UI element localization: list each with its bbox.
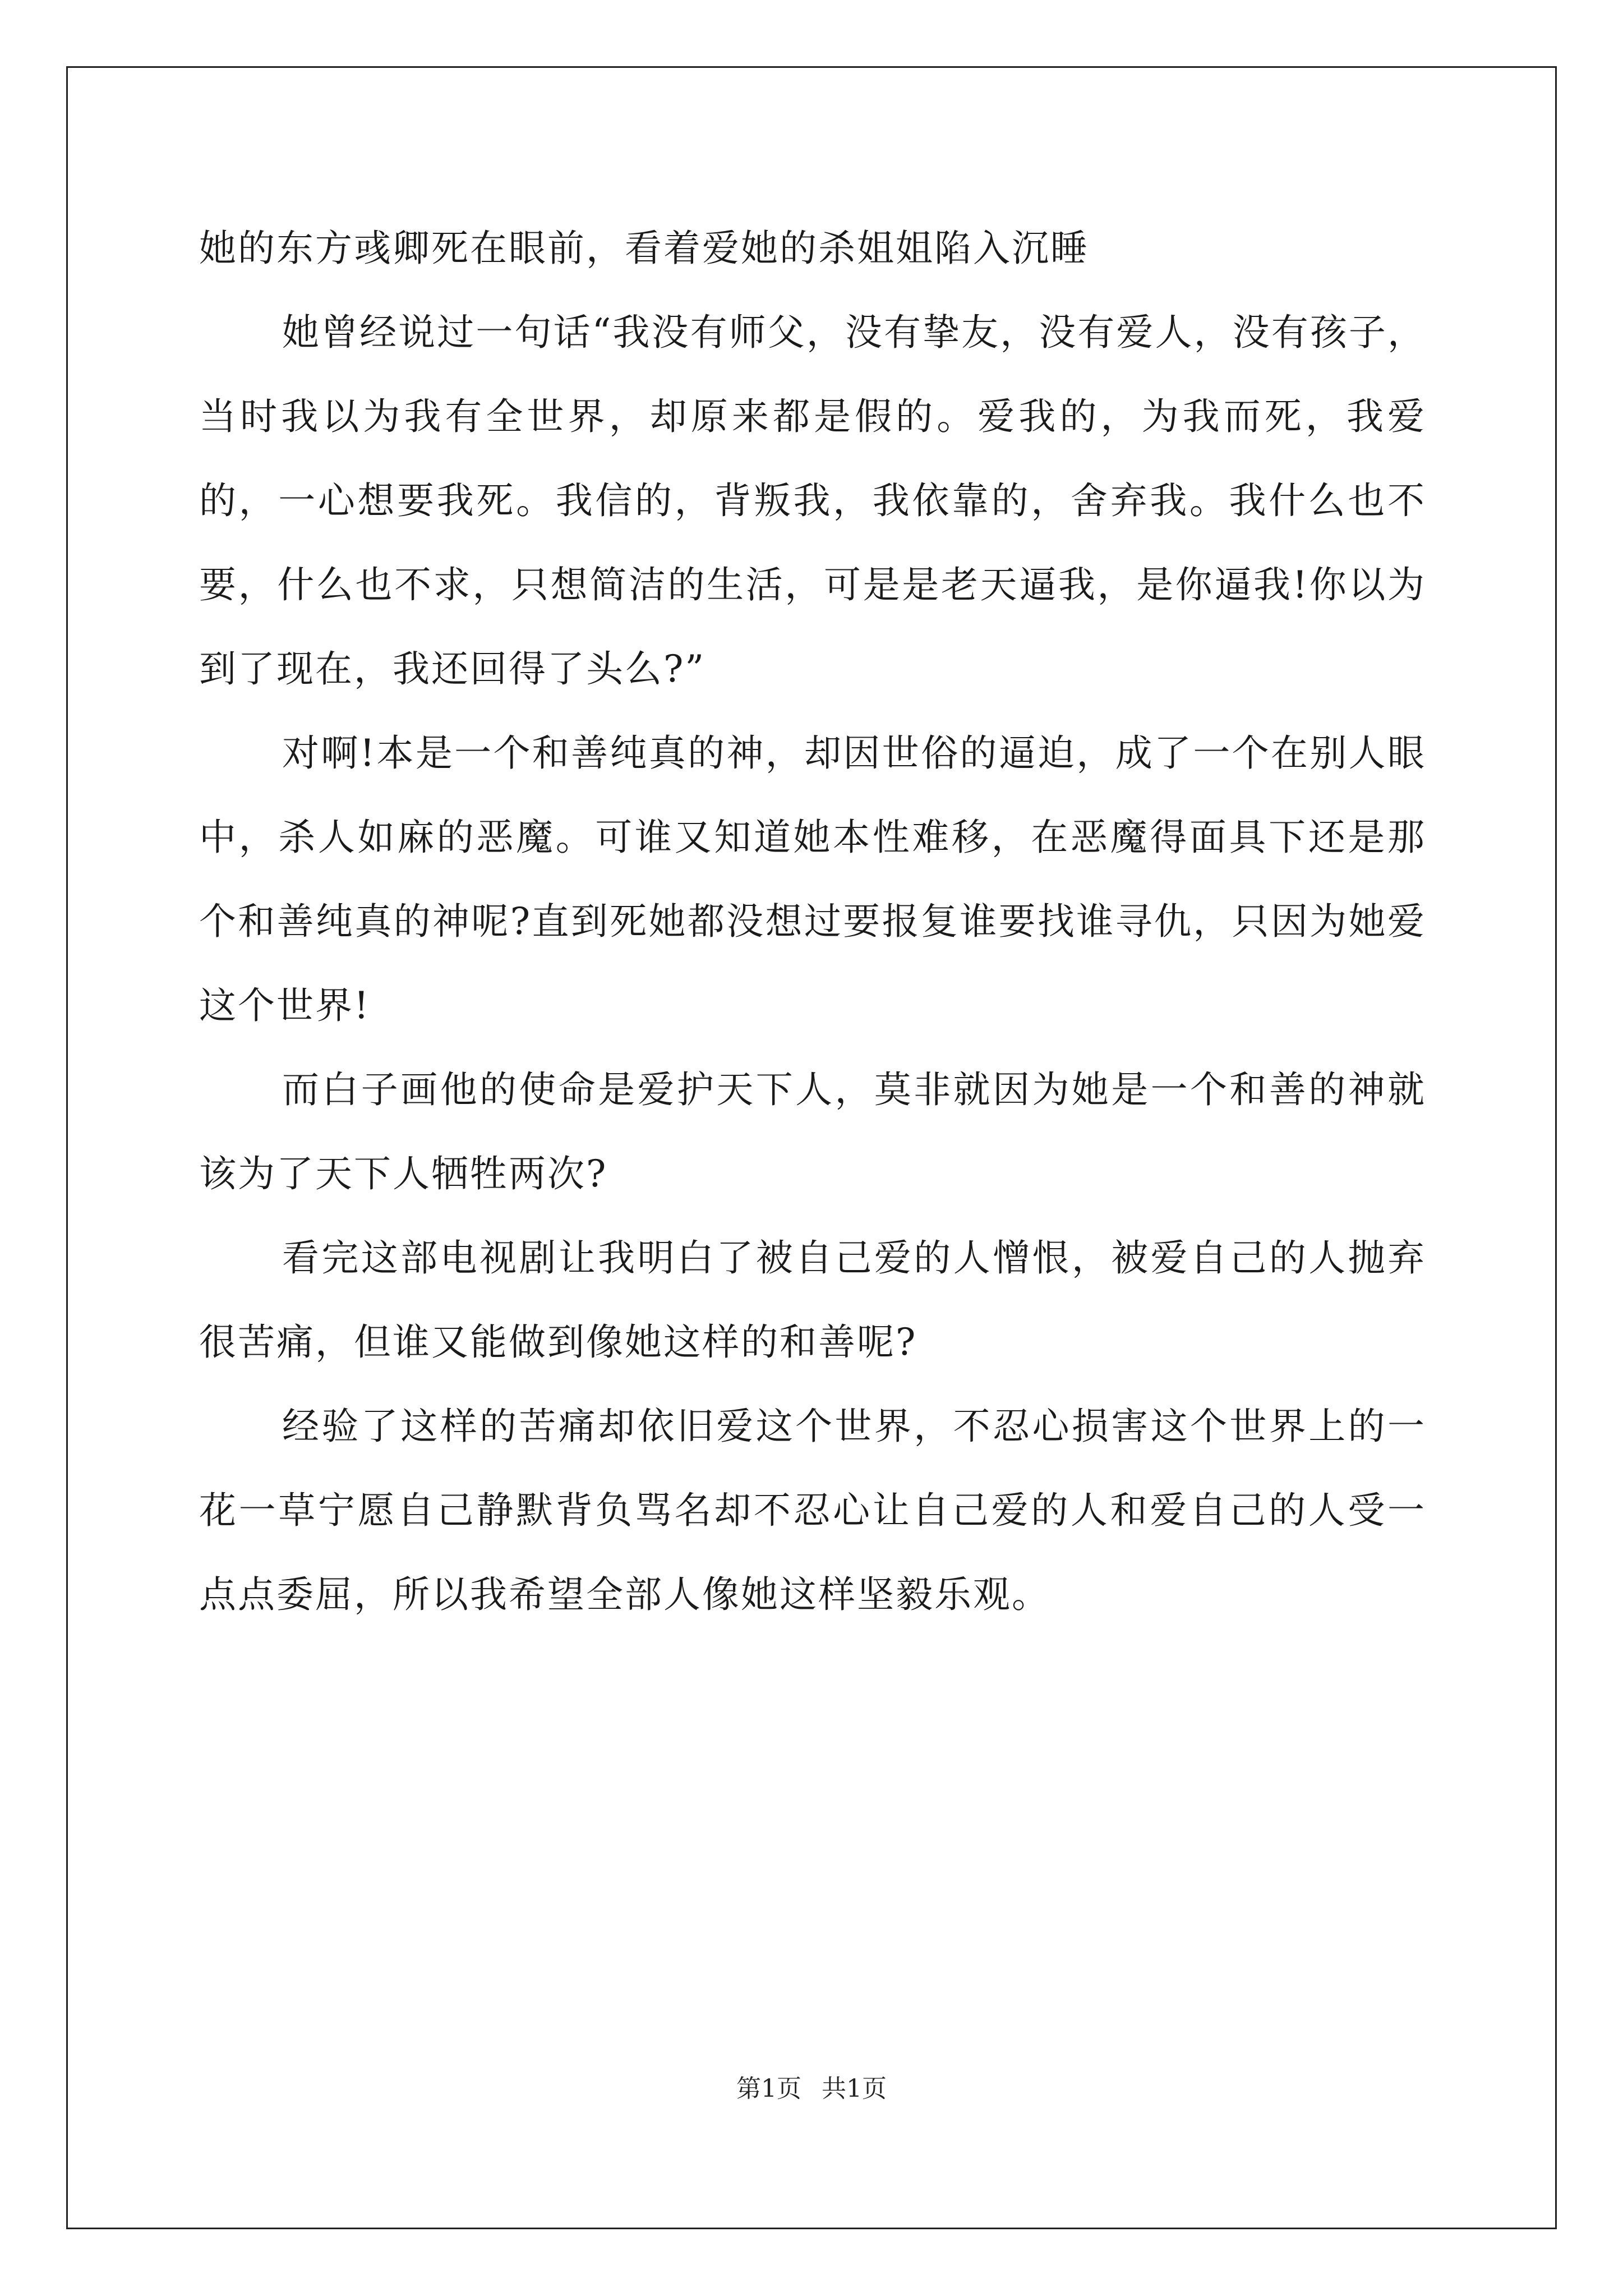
paragraph-1: 她的东方彧卿死在眼前，看着爱她的杀姐姐陷入沉睡 bbox=[199, 227, 1089, 270]
page-footer bbox=[0, 2072, 1623, 2106]
paragraph-4: 而白子画他的使命是爱护天下人，莫非就因为她是一个和善的神就该为了天下人牺牲两次? bbox=[199, 1068, 1426, 1195]
page-number: 第1页 bbox=[736, 2074, 801, 2103]
paragraph-6: 经验了这样的苦痛却依旧爱这个世界，不忍心损害这个世界上的一花一草宁愿自己静默背负骂名却不忍心让自己爱的人和爱自己的人受一点点委屈，所以我希望全部人像她这样坚毅乐观。 bbox=[199, 1405, 1426, 1616]
paragraph-5: 看完这部电视剧让我明白了被自己爱的人憎恨，被爱自己的人抛弃很苦痛，但谁又能做到像她这样的和善呢? bbox=[199, 1236, 1426, 1364]
paragraph-3: 对啊!本是一个和善纯真的神，却因世俗的逼迫，成了一个在别人眼中，杀人如麻的恶魔。可谁又知道她本性难移，在恶魔得面具下还是那个和善纯真的神呢?直到死她都没想过要报复谁要找谁寻仇，只因为她爱这个世界! bbox=[199, 731, 1426, 1027]
document-body bbox=[199, 206, 1426, 1637]
page-total: 共1页 bbox=[822, 2074, 887, 2103]
paragraph-2: 她曾经说过一句话“我没有师父，没有挚友，没有爱人，没有孩子，当时我以为我有全世界，却原来都是假的。爱我的，为我而死，我爱的，一心想要我死。我信的，背叛我，我依靠的，舍弃我。我什么也不要，什么也不求，只想简洁的生活，可是是老天逼我，是你逼我!你以为到了现在，我还回得了头么?” bbox=[199, 311, 1426, 691]
